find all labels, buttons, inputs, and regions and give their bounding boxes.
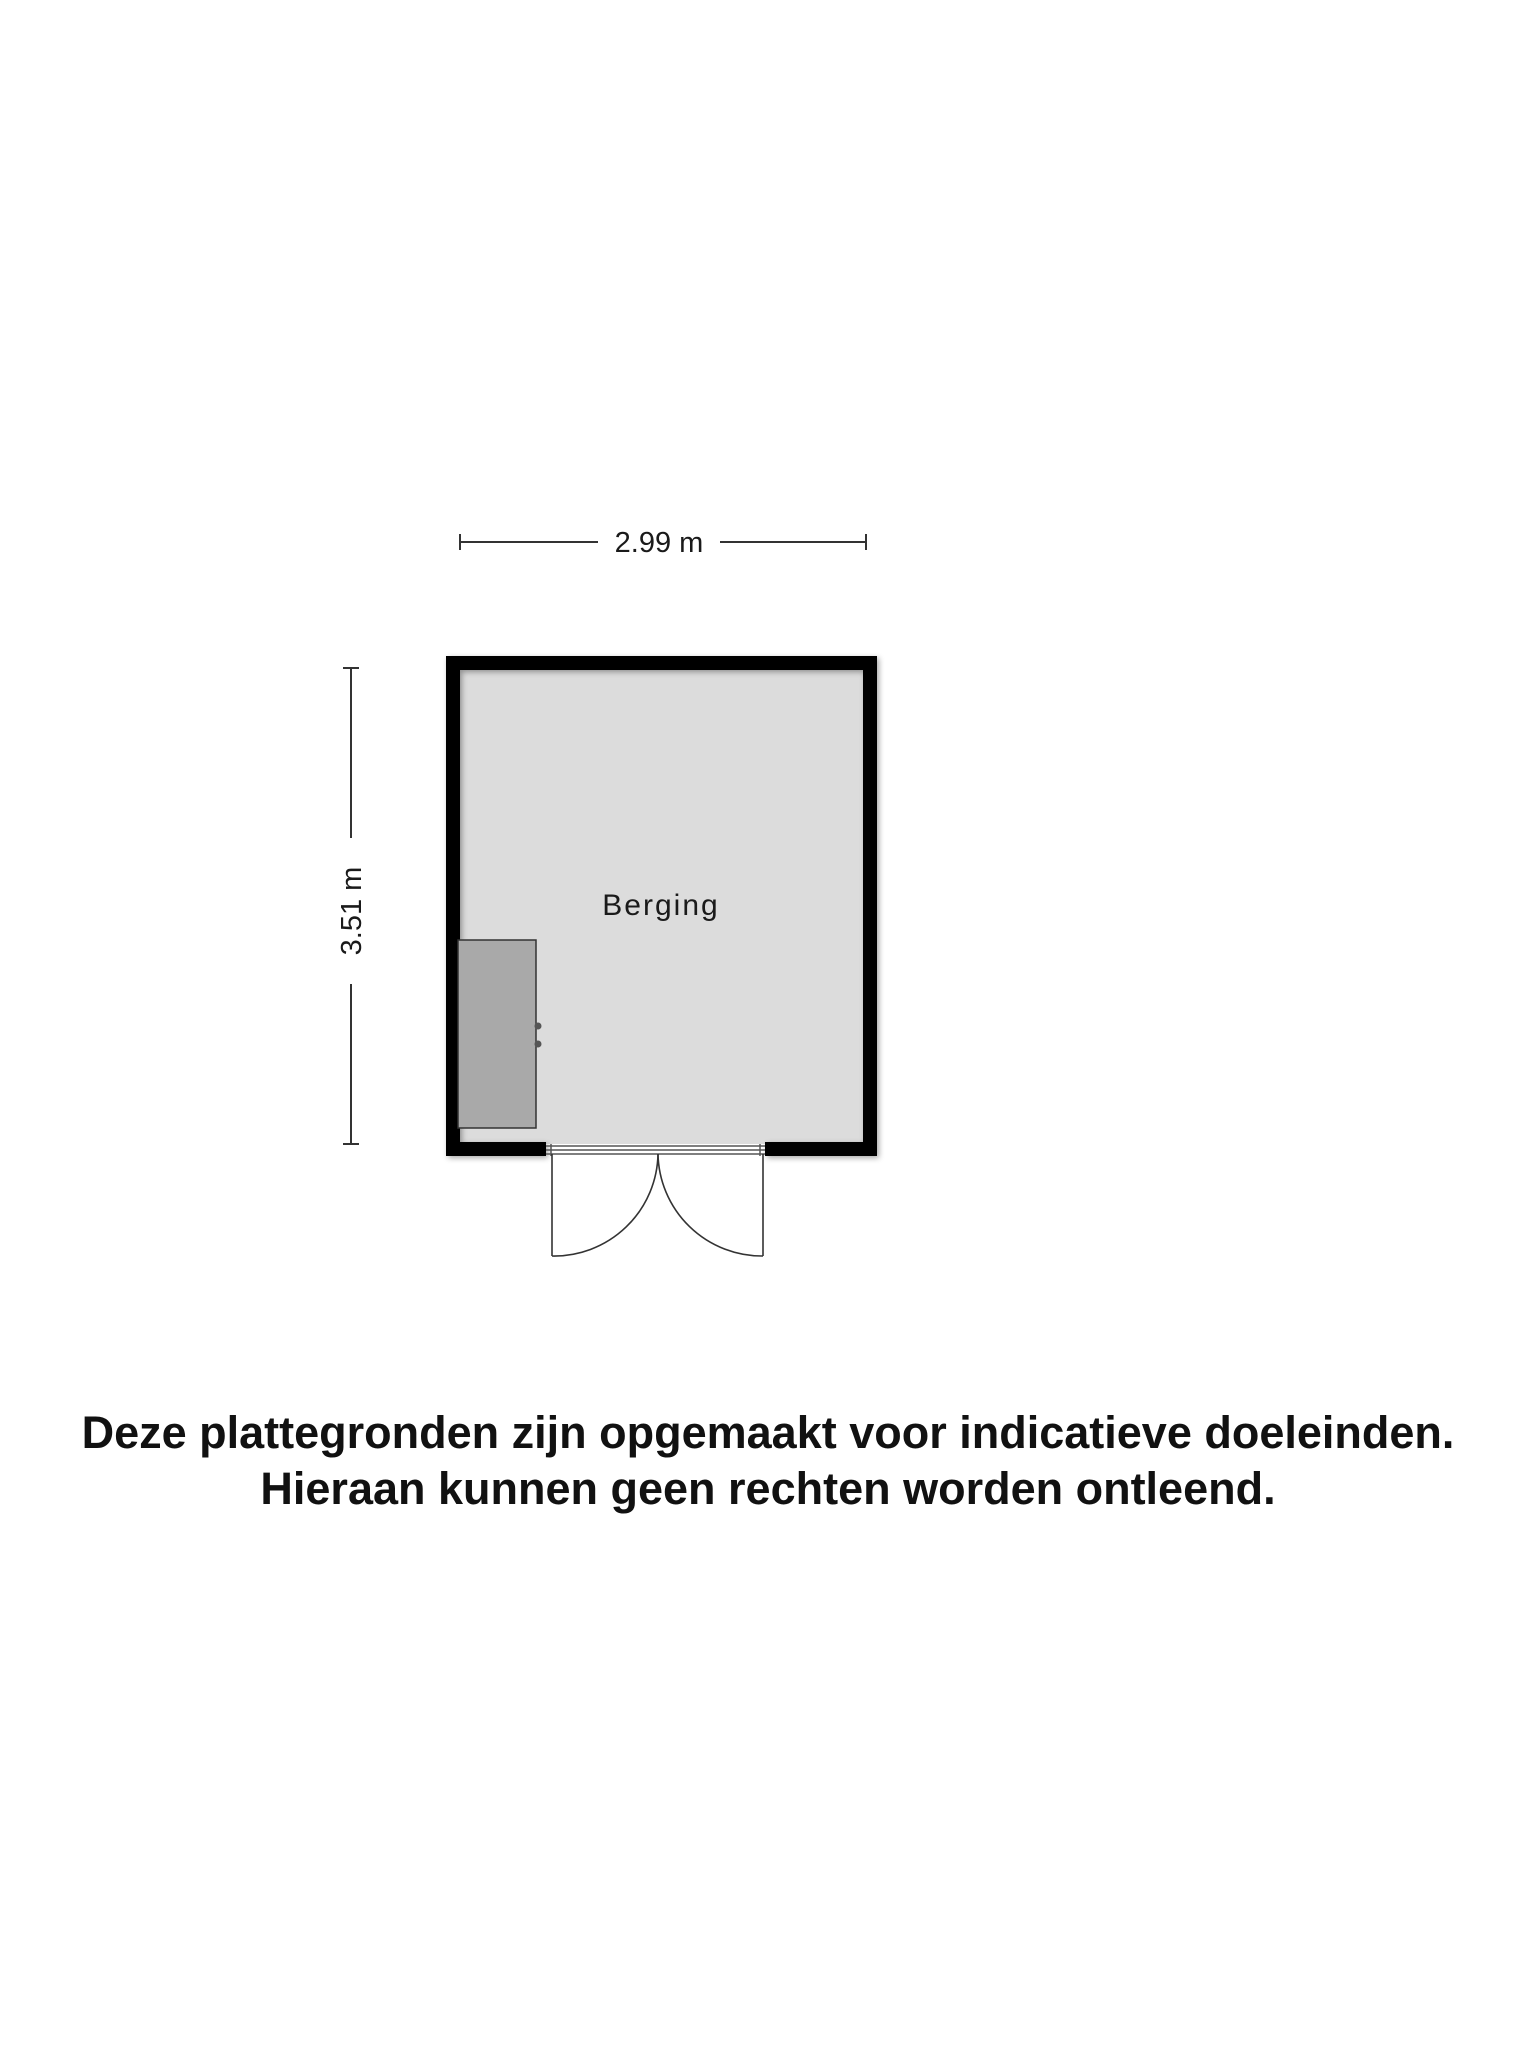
wall-top xyxy=(446,656,877,670)
disclaimer-line-1: Deze plattegronden zijn opgemaakt voor indicatieve doeleinden. xyxy=(81,1407,1455,1458)
cabinet xyxy=(458,940,542,1128)
disclaimer xyxy=(0,1405,1536,1517)
cabinet-handle-bottom xyxy=(535,1041,542,1048)
room-label: Berging xyxy=(602,889,720,922)
height-dimension xyxy=(336,668,368,1144)
door-threshold xyxy=(546,1144,765,1156)
width-dimension xyxy=(460,527,866,559)
door-swing-left xyxy=(552,1154,658,1256)
door-swing-right xyxy=(658,1154,763,1256)
wall-bottom-right xyxy=(765,1142,877,1156)
cabinet-handle-top xyxy=(535,1023,542,1030)
width-dimension-label: 2.99 m xyxy=(614,527,704,559)
disclaimer-line-2: Hieraan kunnen geen rechten worden ontleend. xyxy=(260,1463,1276,1514)
wall-right xyxy=(863,656,877,1156)
wall-bottom-left xyxy=(446,1142,546,1156)
double-door xyxy=(552,1154,763,1256)
height-dimension-label: 3.51 m xyxy=(336,866,368,956)
